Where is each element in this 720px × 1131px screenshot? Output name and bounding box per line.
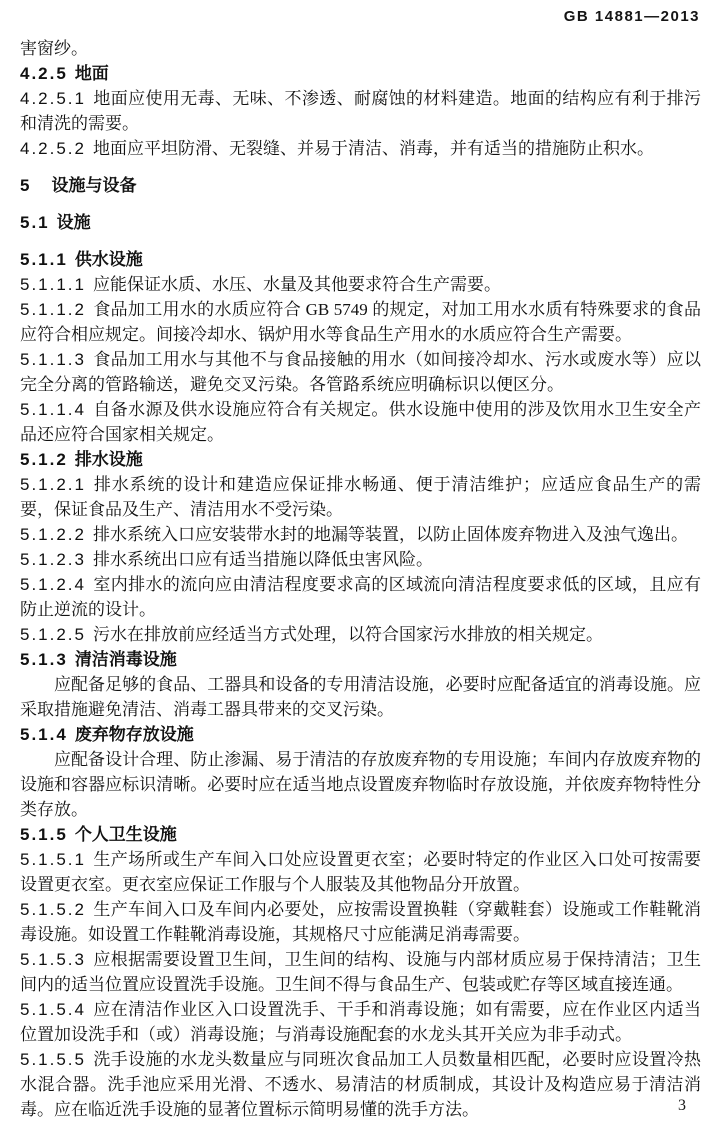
clause-number: 5.1.1.3 xyxy=(20,350,86,369)
clause-number: 5.1.5 xyxy=(20,825,68,844)
clause-number: 4.2.5.2 xyxy=(20,139,86,158)
clause-text: 生产场所或生产车间入口处应设置更衣室；必要时特定的作业区入口处可按需要设置更衣室。更衣室应保证工作服与个人服装及其他物品分开放置。 xyxy=(20,850,701,894)
clause-text: 室内排水的流向应由清洁程度要求高的区域流向清洁程度要求低的区域，且应有防止逆流的设计。 xyxy=(20,575,701,619)
clause-number: 5.1.2.1 xyxy=(20,475,86,494)
clause-text: 排水系统入口应安装带水封的地漏等装置，以防止固体废弃物进入及浊气逸出。 xyxy=(93,525,688,544)
clause-number: 5.1.5.4 xyxy=(20,1000,86,1019)
document-body xyxy=(20,36,701,1122)
clause-5.1.2.5 xyxy=(20,622,701,647)
clause-number: 5 xyxy=(20,176,32,195)
clause-5.1.2.1 xyxy=(20,472,701,522)
clause-text: 食品加工用水与其他不与食品接触的用水（如间接冷却水、污水或废水等）应以完全分离的管路输送，避免交叉污染。各管路系统应明确标识以便区分。 xyxy=(20,350,701,394)
clause-text: 洗手设施的水龙头数量应与同班次食品加工人员数量相匹配，必要时应设置冷热水混合器。洗手池应采用光滑、不透水、易清洁的材质制成，其设计及构造应易于清洁消毒。应在临近洗手设施的显著位置标示简明易懂的洗手方法。 xyxy=(20,1050,701,1119)
doc-code: GB 14881—2013 xyxy=(563,8,700,25)
heading-title: 个人卫生设施 xyxy=(74,825,177,844)
heading-title: 设施与设备 xyxy=(51,176,137,195)
clause-text: 应根据需要设置卫生间，卫生间的结构、设施与内部材质应易于保持清洁；卫生间内的适当位置应设置洗手设施。卫生间不得与食品生产、包装或贮存等区域直接连通。 xyxy=(20,950,701,994)
page-number: 3 xyxy=(678,1097,686,1114)
heading-5.1.5 xyxy=(20,822,701,847)
clause-text: 生产车间入口及车间内必要处，应按需设置换鞋（穿戴鞋套）设施或工作鞋靴消毒设施。如设置工作鞋靴消毒设施，其规格尺寸应能满足消毒需要。 xyxy=(20,900,701,944)
clause-number: 5.1.5.5 xyxy=(20,1050,86,1069)
clause-text: 排水系统出口应有适当措施以降低虫害风险。 xyxy=(93,550,433,569)
clause-number: 5.1.1 xyxy=(20,250,68,269)
heading-5 xyxy=(20,173,701,198)
heading-title: 设施 xyxy=(56,213,91,232)
clause-text: 食品加工用水的水质应符合 GB 5749 的规定，对加工用水水质有特殊要求的食品应符合相应规定。间接冷却水、锅炉用水等食品生产用水的水质应符合生产需要。 xyxy=(20,300,701,344)
heading-5.1.1 xyxy=(20,247,701,272)
page-header xyxy=(20,8,700,25)
clause-number: 5.1.2.3 xyxy=(20,550,86,569)
clause-text: 地面应平坦防滑、无裂缝、并易于清洁、消毒，并有适当的措施防止积水。 xyxy=(93,139,654,158)
clause-text: 应能保证水质、水压、水量及其他要求符合生产需要。 xyxy=(93,275,501,294)
clause-4.2.5.1 xyxy=(20,86,701,136)
clause-text: 应在清洁作业区入口设置洗手、干手和消毒设施；如有需要，应在作业区内适当位置加设洗手和（或）消毒设施；与消毒设施配套的水龙头其开关应为非手动式。 xyxy=(20,1000,701,1044)
clause-text: 污水在排放前应经适当方式处理，以符合国家污水排放的相关规定。 xyxy=(93,625,603,644)
clause-number: 5.1.2 xyxy=(20,450,68,469)
paragraph xyxy=(20,747,701,822)
heading-title: 清洁消毒设施 xyxy=(74,650,177,669)
clause-5.1.2.3 xyxy=(20,547,701,572)
clause-number: 5.1.3 xyxy=(20,650,68,669)
clause-text: 自备水源及供水设施应符合有关规定。供水设施中使用的涉及饮用水卫生安全产品还应符合国家相关规定。 xyxy=(20,400,701,444)
page-footer xyxy=(20,1097,686,1115)
clause-5.1.5.1 xyxy=(20,847,701,897)
heading-title: 排水设施 xyxy=(74,450,143,469)
clause-number: 5.1 xyxy=(20,213,50,232)
heading-4.2.5 xyxy=(20,61,701,86)
clause-number: 4.2.5 xyxy=(20,64,68,83)
clause-5.1.1.2 xyxy=(20,297,701,347)
clause-5.1.1.4 xyxy=(20,397,701,447)
clause-text: 应配备足够的食品、工器具和设备的专用清洁设施，必要时应配备适宜的消毒设施。应采取措施避免清洁、消毒工器具带来的交叉污染。 xyxy=(20,675,701,719)
heading-5.1 xyxy=(20,210,701,235)
clause-number: 5.1.5.2 xyxy=(20,900,86,919)
heading-title: 废弃物存放设施 xyxy=(74,725,194,744)
clause-5.1.5.3 xyxy=(20,947,701,997)
clause-4.2.5.2 xyxy=(20,136,701,161)
clause-number: 5.1.2.4 xyxy=(20,575,86,594)
heading-5.1.4 xyxy=(20,722,701,747)
clause-number: 5.1.1.2 xyxy=(20,300,86,319)
heading-title: 供水设施 xyxy=(74,250,143,269)
clause-number: 5.1.4 xyxy=(20,725,68,744)
clause-5.1.2.4 xyxy=(20,572,701,622)
clause-5.1.1.1 xyxy=(20,272,701,297)
heading-5.1.3 xyxy=(20,647,701,672)
clause-text: 害窗纱。 xyxy=(20,39,88,58)
clause-number: 5.1.2.5 xyxy=(20,625,86,644)
paragraph xyxy=(20,36,701,61)
clause-5.1.5.4 xyxy=(20,997,701,1047)
clause-number: 5.1.1.1 xyxy=(20,275,86,294)
paragraph xyxy=(20,672,701,722)
clause-number: 5.1.5.3 xyxy=(20,950,86,969)
heading-title: 地面 xyxy=(74,64,109,83)
clause-number: 5.1.5.1 xyxy=(20,850,86,869)
clause-text: 地面应使用无毒、无味、不渗透、耐腐蚀的材料建造。地面的结构应有利于排污和清洗的需要。 xyxy=(20,89,701,133)
clause-text: 排水系统的设计和建造应保证排水畅通、便于清洁维护；应适应食品生产的需要，保证食品及生产、清洁用水不受污染。 xyxy=(20,475,701,519)
heading-5.1.2 xyxy=(20,447,701,472)
clause-5.1.2.2 xyxy=(20,522,701,547)
clause-5.1.5.2 xyxy=(20,897,701,947)
clause-5.1.1.3 xyxy=(20,347,701,397)
clause-text: 应配备设计合理、防止渗漏、易于清洁的存放废弃物的专用设施；车间内存放废弃物的设施和容器应标识清晰。必要时应在适当地点设置废弃物临时存放设施，并依废弃物特性分类存放。 xyxy=(20,750,701,819)
clause-number: 5.1.2.2 xyxy=(20,525,86,544)
clause-number: 4.2.5.1 xyxy=(20,89,86,108)
clause-number: 5.1.1.4 xyxy=(20,400,86,419)
